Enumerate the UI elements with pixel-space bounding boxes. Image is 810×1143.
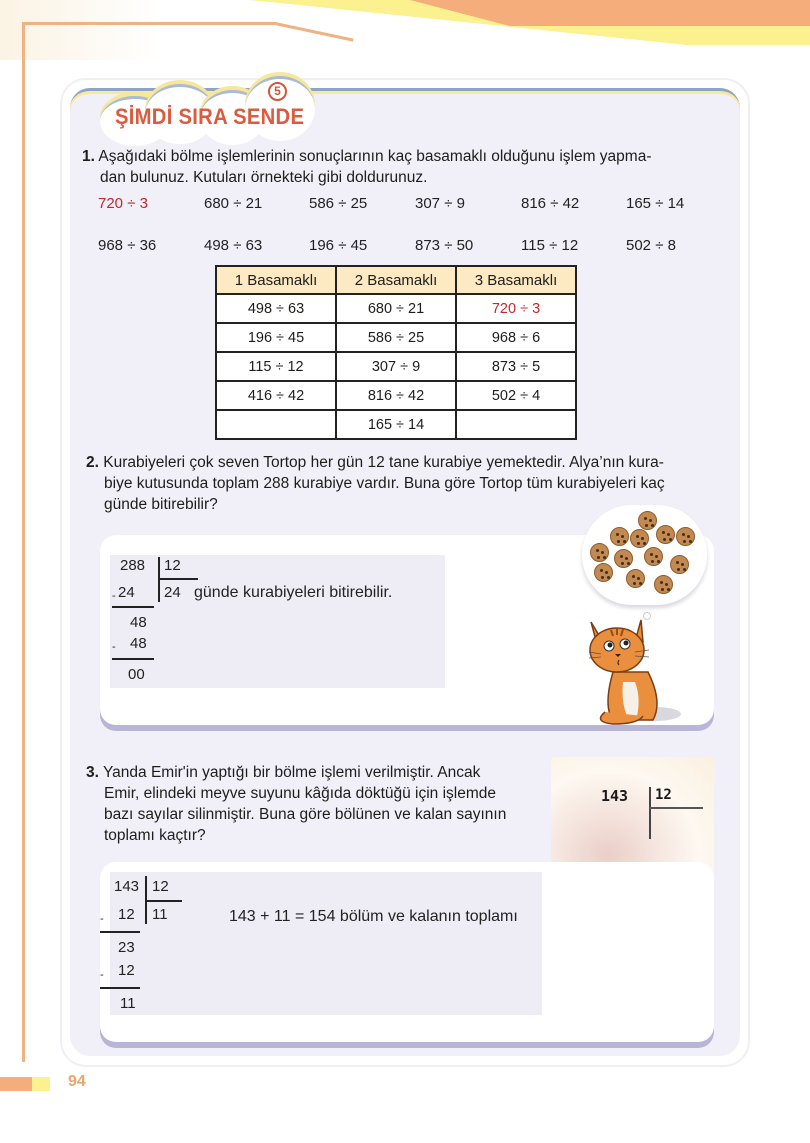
operation-item: 307 ÷ 9 [415, 195, 465, 212]
partial-dividend: 48 [130, 614, 147, 631]
remainder: 00 [128, 666, 145, 683]
partial-dividend: 23 [118, 939, 135, 956]
question-number: 3. [86, 764, 99, 781]
dividend: 288 [120, 557, 146, 574]
answer-area-2[interactable] [110, 555, 445, 688]
operation-item: 196 ÷ 45 [309, 237, 368, 254]
division-bar-vertical [158, 557, 160, 602]
subtraction-line [100, 931, 140, 933]
table-cell[interactable]: 416 ÷ 42 [216, 381, 336, 410]
subtraction-line [112, 658, 154, 660]
subtraction-line [112, 606, 154, 608]
question-text-line: Emir, elindeki meyve suyunu kâğıda döktüğü için işlemde [104, 785, 497, 802]
table-row [216, 294, 576, 323]
question-text-line: dan bulunuz. Kutuları örnekteki gibi doldurunuz. [100, 169, 428, 186]
footer-yellow-bar [32, 1077, 50, 1091]
table-cell[interactable]: 968 ÷ 6 [456, 323, 576, 352]
answer-text: günde kurabiyeleri bitirebilir. [194, 584, 393, 601]
operation-item: 873 ÷ 50 [415, 237, 474, 254]
column-header: 2 Basamaklı [336, 266, 456, 294]
operation-item: 165 ÷ 14 [626, 195, 685, 212]
table-cell[interactable]: 680 ÷ 21 [336, 294, 456, 323]
column-header: 1 Basamaklı [216, 266, 336, 294]
table-cell[interactable]: 502 ÷ 4 [456, 381, 576, 410]
table-row [216, 410, 576, 439]
table-cell[interactable]: 115 ÷ 12 [216, 352, 336, 381]
column-header: 3 Basamaklı [456, 266, 576, 294]
division-bar-horizontal [158, 578, 198, 580]
quotient: 11 [152, 906, 168, 923]
table-cell[interactable] [456, 410, 576, 439]
operation-item: 720 ÷ 3 [98, 195, 148, 212]
subtrahend-1: 12 [118, 906, 135, 923]
division-bar-horizontal [145, 900, 182, 902]
subtrahend-2: 48 [130, 635, 147, 652]
operation-item: 502 ÷ 8 [626, 237, 676, 254]
subtraction-line [100, 987, 140, 989]
left-margin-line [22, 22, 25, 1062]
minus-sign: - [100, 969, 104, 981]
operation-item: 586 ÷ 25 [309, 195, 368, 212]
table-cell[interactable]: 165 ÷ 14 [336, 410, 456, 439]
subtrahend-2: 12 [118, 962, 135, 979]
divisor: 12 [164, 557, 181, 574]
paper-dividend: 143 [601, 787, 629, 805]
paper-divisor: 12 [655, 787, 672, 803]
minus-sign: - [112, 641, 116, 653]
dividend: 143 [114, 878, 140, 895]
minus-sign: - [112, 590, 116, 602]
subtrahend-1: 24 [118, 584, 135, 601]
cat-illustration-icon [583, 612, 683, 727]
operation-item: 968 ÷ 36 [98, 237, 157, 254]
table-header-row [216, 266, 576, 294]
top-rule-line [22, 22, 277, 25]
question-text-line: Aşağıdaki bölme işlemlerinin sonuçlarının kaç basamaklı olduğunu işlem yapma- [98, 148, 652, 165]
table-row [216, 323, 576, 352]
remainder: 11 [120, 995, 136, 1012]
table-cell-example[interactable]: 720 ÷ 3 [456, 294, 576, 323]
table-cell[interactable]: 816 ÷ 42 [336, 381, 456, 410]
paper-division-bar-horizontal [649, 807, 703, 809]
answer-area-3[interactable] [110, 872, 542, 1015]
question-text-line: biye kutusunda toplam 288 kurabiye vardır. Buna göre Tortop tüm kurabiyeleri kaç [104, 475, 665, 492]
table-cell[interactable] [216, 410, 336, 439]
table-cell[interactable]: 498 ÷ 63 [216, 294, 336, 323]
cookies-thought-bubble-icon [582, 505, 707, 605]
question-1-text [82, 146, 732, 188]
footer-orange-bar [0, 1077, 32, 1091]
table-row [216, 381, 576, 410]
section-title: ŞİMDİ SIRA SENDE [115, 104, 305, 129]
table-cell[interactable]: 196 ÷ 45 [216, 323, 336, 352]
question-text-line: günde bitirebilir? [104, 496, 218, 513]
table-cell[interactable]: 586 ÷ 25 [336, 323, 456, 352]
question-text-line: toplamı kaçtır? [104, 827, 206, 844]
operation-item: 115 ÷ 12 [521, 237, 579, 254]
table-cell[interactable]: 873 ÷ 5 [456, 352, 576, 381]
operation-item: 498 ÷ 63 [204, 237, 263, 254]
paper-division-bar [649, 787, 651, 839]
minus-sign: - [100, 913, 104, 925]
divisor: 12 [152, 878, 169, 895]
question-text-line: Kurabiyeleri çok seven Tortop her gün 12 tane kurabiye yemektedir. Alya’nın kura- [103, 454, 664, 471]
question-text-line: Yanda Emir'in yaptığı bir bölme işlemi verilmiştir. Ancak [102, 764, 481, 781]
answer-text: 143 + 11 = 154 bölüm ve kalanın toplamı [229, 908, 518, 925]
question-number: 1. [82, 148, 95, 165]
section-number-badge: 5 [268, 82, 287, 101]
question-3-text [86, 762, 556, 846]
operation-item: 680 ÷ 21 [204, 195, 263, 212]
quotient: 24 [164, 584, 181, 601]
question-number: 2. [86, 454, 99, 471]
operation-item: 816 ÷ 42 [521, 195, 580, 212]
table-row [216, 352, 576, 381]
digits-table [215, 265, 577, 440]
question-text-line: bazı sayılar silinmiştir. Buna göre bölünen ve kalan sayının [104, 806, 507, 823]
page-number: 94 [68, 1073, 86, 1090]
table-cell[interactable]: 307 ÷ 9 [336, 352, 456, 381]
